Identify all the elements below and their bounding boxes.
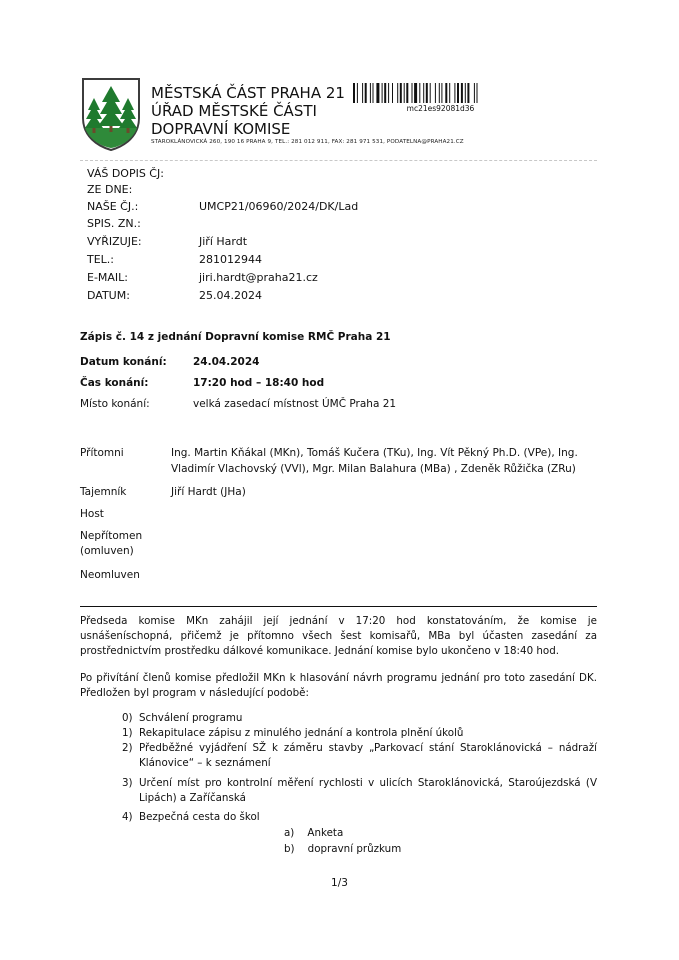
org-name-line3: DOPRAVNÍ KOMISE <box>151 120 291 138</box>
agenda-item-number: 0) <box>122 712 133 724</box>
minutes-title: Zápis č. 14 z jednání Dopravní komise RMČ Praha 21 <box>80 331 391 343</box>
agenda-item-text: Rekapitulace zápisu z minulého jednání a kontrola plnění úkolů <box>139 727 464 739</box>
meta-label-datum: DATUM: <box>87 289 130 302</box>
meeting-place-label: Místo konání: <box>80 398 150 410</box>
absent-unexcused-label: Neomluven <box>80 569 140 581</box>
meeting-date-value: 24.04.2024 <box>193 356 260 368</box>
paragraph-opening: Předseda komise MKn zahájil její jednání v 17:20 hod konstatováním, že komise je usnášeníschopná, přičemž je přítomno všech šest komisařů, MBa byl účasten zasedání za prostřednictvím prostředku dálkové komunikace. Jednání komise bylo ukončeno v 18:40 hod. <box>80 615 597 657</box>
agenda-item-2 <box>122 741 597 771</box>
agenda-item-number: 1) <box>122 727 133 739</box>
agenda-item-number: 4) <box>122 811 133 823</box>
section-separator <box>80 606 597 607</box>
agenda-item-text: Předběžné vyjádření SŽ k záměru stavby „Parkovací stání Staroklánovická – nádraží Klánovice“ – k seznámení <box>139 742 597 769</box>
org-name-line2: ÚŘAD MĚSTSKÉ ČÁSTI <box>151 102 317 120</box>
meta-value-nase-cj: UMCP21/06960/2024/DK/Lad <box>199 200 359 213</box>
meeting-time-label: Čas konání: <box>80 377 149 389</box>
present-line-2: Vladimír Vlachovský (VVl), Mgr. Milan Balahura (MBa) , Zdeněk Růžička (ZRu) <box>171 463 576 475</box>
meta-label-tel: TEL.: <box>87 253 115 266</box>
agenda-item-4 <box>122 810 597 825</box>
meta-label-vyrizuje: VYŘIZUJE: <box>87 235 142 248</box>
secretary-value: Jiří Hardt (JHa) <box>171 486 246 498</box>
header-separator <box>80 160 597 161</box>
municipal-coat-of-arms-logo <box>80 76 142 152</box>
meta-value-vyrizuje: Jiří Hardt <box>199 235 248 248</box>
document-barcode <box>353 83 528 103</box>
org-name-line1: MĚSTSKÁ ČÁST PRAHA 21 <box>151 84 345 102</box>
guest-label: Host <box>80 508 104 520</box>
agenda-item-0 <box>122 711 597 726</box>
agenda-item-1 <box>122 726 597 741</box>
agenda-item-text: Určení míst pro kontrolní měření rychlosti v ulicích Staroklánovická, Staroújezdská (V Lipách) a Zaříčanská <box>139 777 597 804</box>
present-line-1: Ing. Martin Kňákal (MKn), Tomáš Kučera (TKu), Ing. Vít Pěkný Ph.D. (VPe), Ing. <box>171 447 578 459</box>
meeting-place-value: velká zasedací místnost ÚMČ Praha 21 <box>193 398 397 410</box>
meta-label-nase-cj: NAŠE ČJ.: <box>87 200 139 213</box>
subitem-text: Anketa <box>307 827 344 839</box>
agenda-item-number: 3) <box>122 777 133 789</box>
page-number: 1/3 <box>331 877 348 889</box>
secretary-label: Tajemník <box>80 486 127 498</box>
meta-value-datum: 25.04.2024 <box>199 289 262 302</box>
agenda-item-3 <box>122 776 597 806</box>
subitem-number: b) <box>284 843 295 855</box>
meeting-date-label: Datum konání: <box>80 356 167 368</box>
agenda-subitem-b <box>284 843 401 855</box>
barcode-text: mc21es92081d36 <box>406 104 475 113</box>
agenda-item-number: 2) <box>122 742 133 754</box>
subitem-number: a) <box>284 827 295 839</box>
agenda-item-text: Bezpečná cesta do škol <box>139 811 260 823</box>
present-label: Přítomni <box>80 447 124 459</box>
meeting-time-value: 17:20 hod – 18:40 hod <box>193 377 325 389</box>
meta-label-spis-zn: SPIS. ZN.: <box>87 217 141 230</box>
agenda-item-text: Schválení programu <box>139 712 243 724</box>
meta-label-vas-dopis: VÁŠ DOPIS ČJ: <box>87 167 164 180</box>
meta-value-tel: 281012944 <box>199 253 262 266</box>
meta-value-email: jiri.hardt@praha21.cz <box>199 271 318 284</box>
absent-excused-label-1: Nepřítomen <box>80 530 143 542</box>
absent-excused-label-2: (omluven) <box>80 545 134 557</box>
org-address: STAROKLÁNOVICKÁ 260, 190 16 PRAHA 9, TEL.: 281 012 911, FAX: 281 971 531, PODATELNA@PRAHA21.CZ <box>151 139 464 145</box>
paragraph-program: Po přivítání členů komise předložil MKn k hlasování návrh programu jednání pro toto zasedání DK. Předložen byl program v následující podobě: <box>80 672 597 699</box>
meta-label-ze-dne: ZE DNE: <box>87 183 133 196</box>
agenda-subitem-a <box>284 827 343 839</box>
meta-label-email: E-MAIL: <box>87 271 129 284</box>
subitem-text: dopravní průzkum <box>307 843 402 855</box>
